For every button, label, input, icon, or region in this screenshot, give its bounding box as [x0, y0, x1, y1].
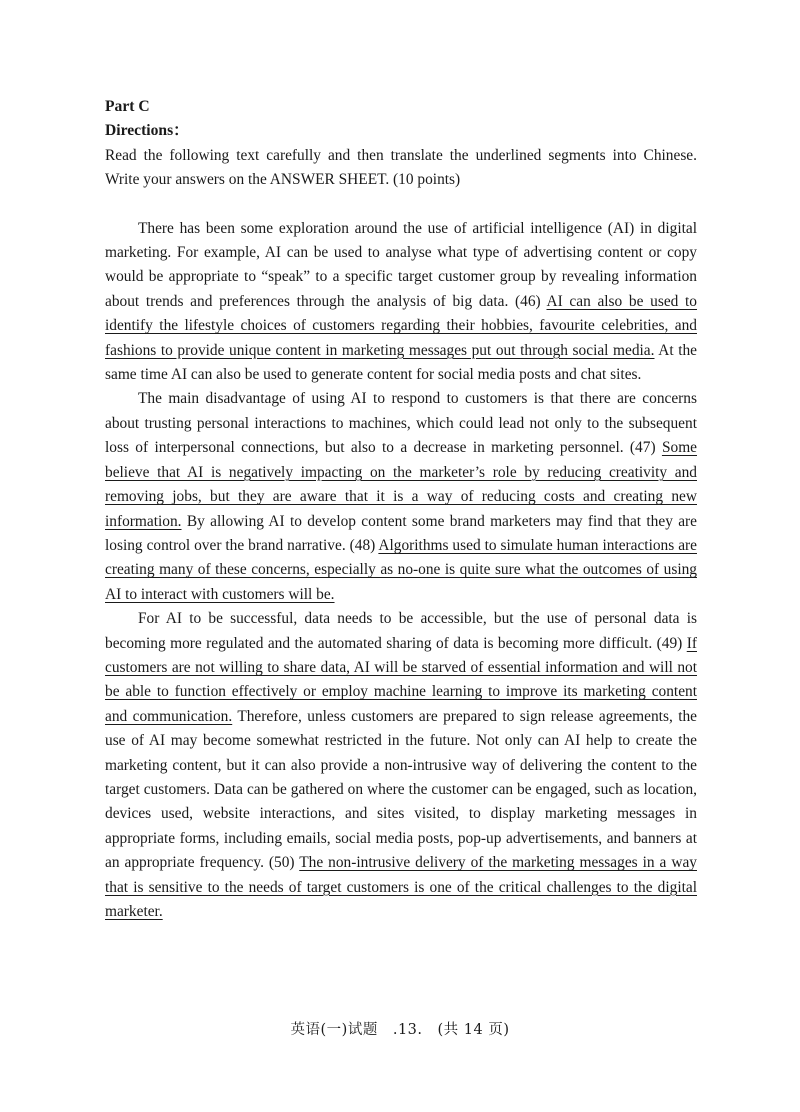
directions-text: Read the following text carefully and then translate the underlined segments into Chinese. Write your answers on the ANSWER SHEET. (10 points)	[105, 146, 697, 189]
directions-heading: Directions：	[105, 122, 189, 140]
underlined-segment-47: Some believe that AI is negatively impacting on the marketer’s role by reducing creativity and removing jobs, but they are aware that it is a way of reducing costs and creating new information.	[105, 439, 697, 530]
paragraph-2	[105, 387, 697, 607]
reading-passage	[105, 217, 697, 925]
paragraph-1-text-b: At the same time AI can also be used to generate content for social media posts and chat sites.	[105, 341, 698, 384]
underlined-segment-50: The non-intrusive delivery of the marketing messages in a way that is sensitive to the needs of target customers is one of the critical challenges to the digital marketer.	[105, 854, 697, 920]
underlined-segment-49: If customers are not willing to share data, AI will be starved of essential information and will not be able to function effectively or employ machine learning to improve its marketing content and communication.	[105, 634, 697, 725]
paragraph-1	[105, 217, 697, 388]
underlined-segment-46: AI can also be used to identify the lifestyle choices of customers regarding their hobbies, favourite celebrities, and fashions to provide unique content in marketing messages put out through social media.	[105, 292, 697, 359]
paragraph-3-text-b: Therefore, unless customers are prepared to sign release agreements, the use of AI may become somewhat restricted in the future. Not only can AI help to create the marketing content, but it can also provide a non-intrusive way of delivering the content to the target customers. Data can be gathered on where the customer can be engaged, such as location, devices used, website interactions, and sites visited, to display marketing messages in appropriate forms, including emails, social media posts, pop-up advertisements, and banners at an appropriate frequency. (50)	[105, 707, 697, 872]
part-heading: Part C	[105, 98, 150, 115]
exam-page	[105, 95, 697, 924]
paragraph-2-text-a: The main disadvantage of using AI to respond to customers is that there are concerns about trusting personal interactions to machines, which could lead not only to the subsequent loss of interpersonal connections, but also to a decrease in marketing personnel. (47)	[105, 390, 697, 457]
paragraph-3	[105, 607, 697, 924]
page-footer: 英语(一)试题 .13. (共 14 页)	[290, 1022, 510, 1038]
underlined-segment-48: Algorithms used to simulate human interactions are creating many of these concerns, especially as no-one is quite sure what the outcomes of using AI to interact with customers will be.	[105, 536, 697, 603]
paragraph-2-text-b: By allowing AI to develop content some brand marketers may find that they are losing control over the brand narrative. (48)	[105, 512, 697, 554]
paragraph-1-text-a: There has been some exploration around the use of artificial intelligence (AI) in digital marketing. For example, AI can be used to analyse what type of advertising content or copy would be appropriate to “speak” to a specific target customer group by revealing information about trends and preferences through the analysis of big data. (46)	[105, 219, 697, 310]
paragraph-3-text-a: For AI to be successful, data needs to be accessible, but the use of personal data is becoming more regulated and the automated sharing of data is becoming more difficult. (49)	[105, 610, 697, 652]
